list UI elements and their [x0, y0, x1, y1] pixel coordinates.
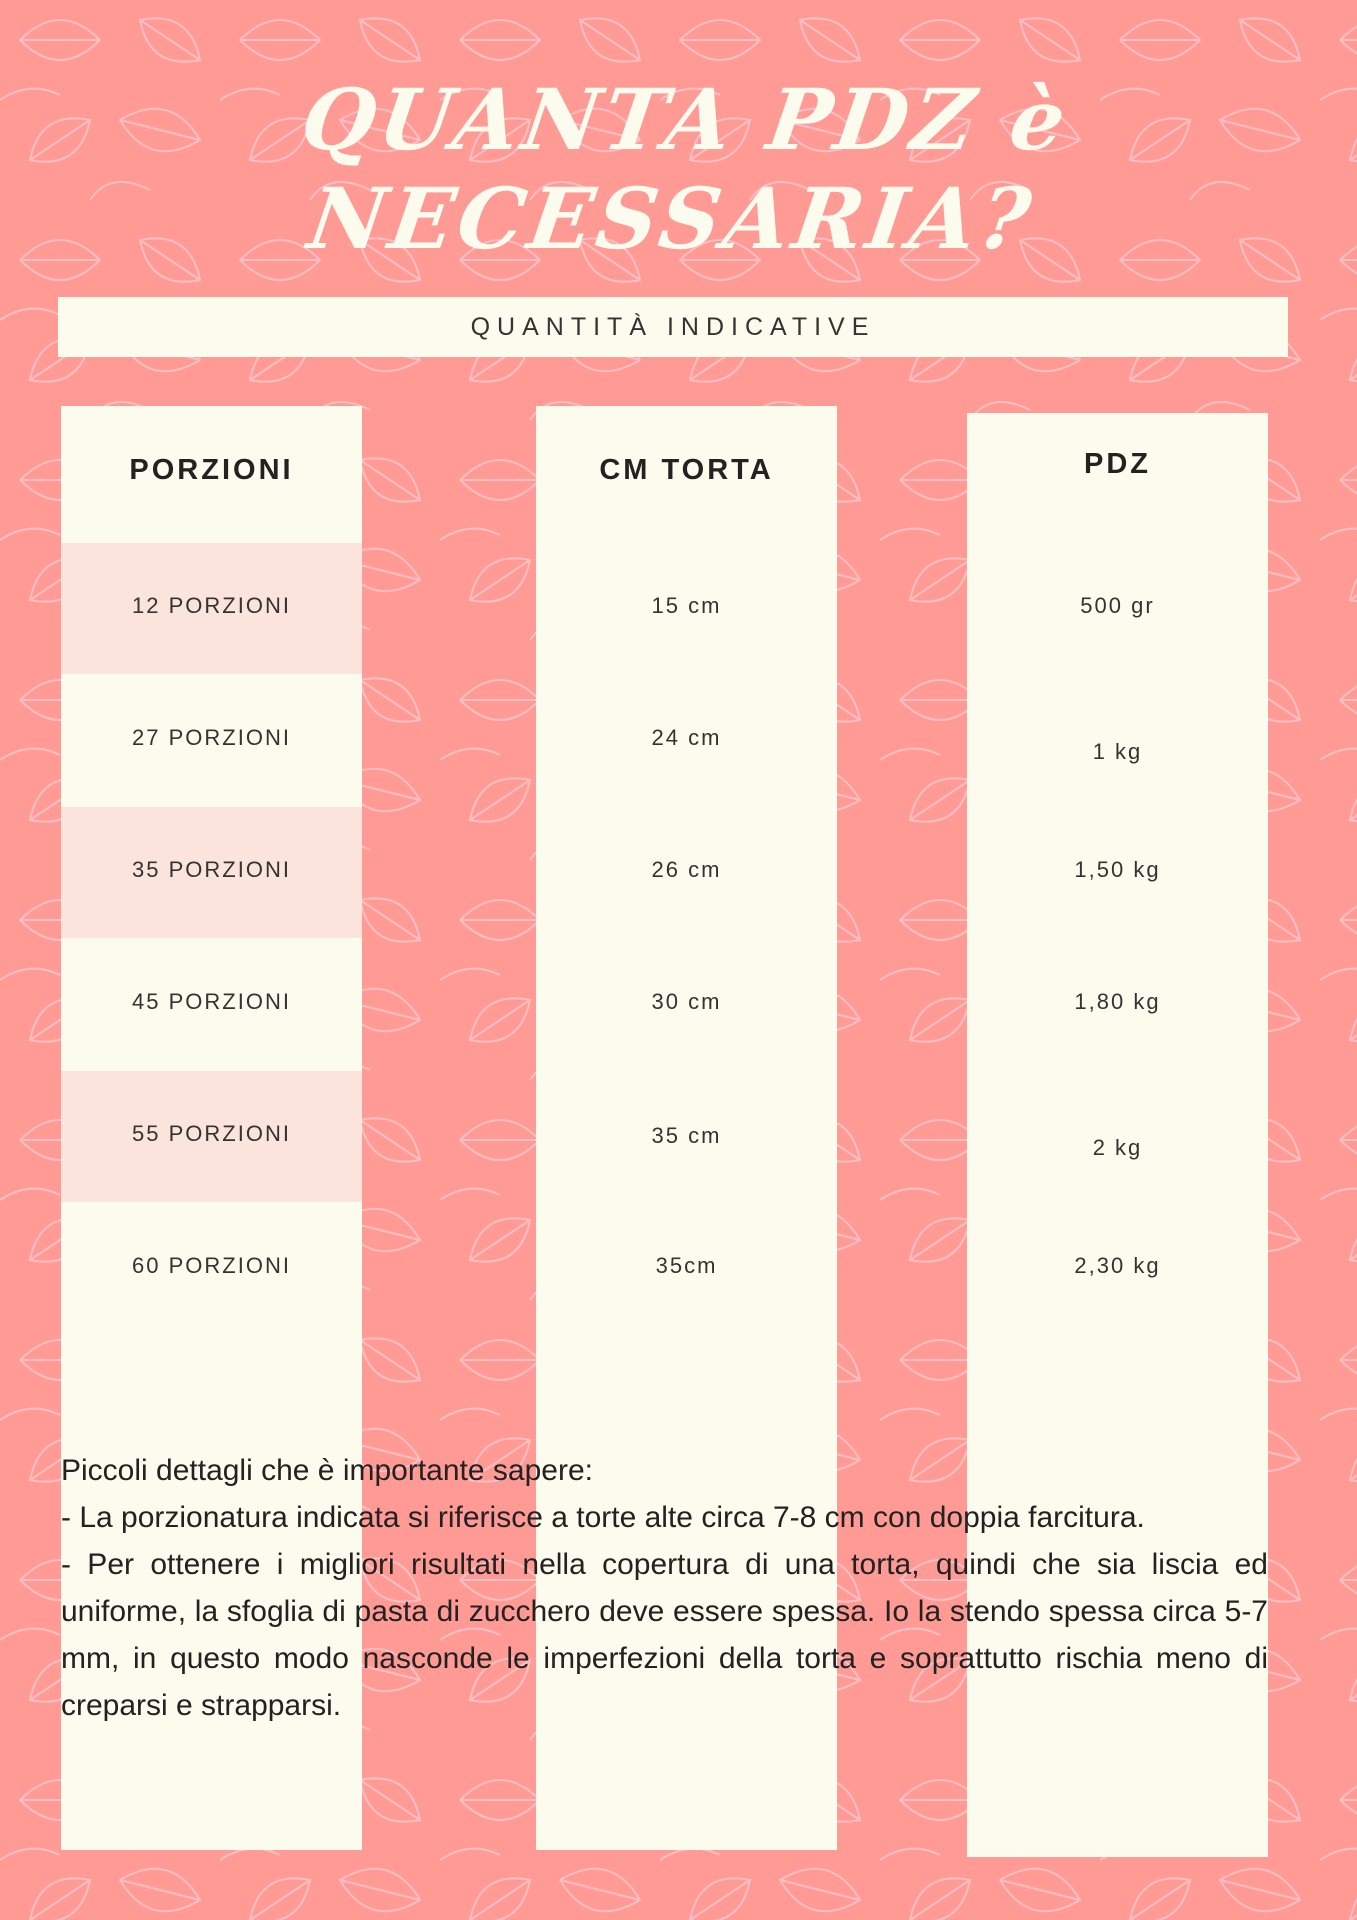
cell-cm-torta: 15 cm — [651, 593, 722, 618]
notes-point: - Per ottenere i migliori risultati nella copertura di una torta, quindi che sia liscia ed uniforme, la sfoglia di pasta di zucchero deve essere spessa. Io la stendo spessa circa 5-7 mm, in questo modo nasconde le imperfezioni della torta e soprattutto rischia meno di creparsi e strapparsi. — [61, 1548, 1268, 1722]
column-header-porzioni: PORZIONI — [129, 454, 294, 486]
cell-cm-torta: 24 cm — [651, 725, 722, 750]
cell-pdz: 1 kg — [1092, 739, 1143, 764]
cell-cm-torta: 26 cm — [651, 857, 722, 882]
cell-pdz: 2 kg — [1092, 1135, 1143, 1160]
cell-porzioni: 60 PORZIONI — [132, 1253, 291, 1278]
cell-cm-torta: 35cm — [655, 1253, 718, 1278]
cell-pdz: 1,50 kg — [1074, 857, 1161, 882]
cell-porzioni: 55 PORZIONI — [132, 1121, 291, 1146]
notes-point: - La porzionatura indicata si riferisce a torte alte circa 7-8 cm con doppia farcitura. — [61, 1501, 1145, 1534]
page-title: QUANTA PDZ è NECESSARIA? — [295, 70, 1076, 268]
cell-porzioni: 45 PORZIONI — [132, 989, 291, 1014]
notes-heading: Piccoli dettagli che è importante sapere: — [61, 1454, 593, 1487]
column-header-pdz: PDZ — [1084, 448, 1151, 480]
cell-cm-torta: 30 cm — [651, 989, 722, 1014]
cell-pdz: 2,30 kg — [1074, 1253, 1161, 1278]
cell-pdz: 1,80 kg — [1074, 989, 1161, 1014]
cell-porzioni: 35 PORZIONI — [132, 857, 291, 882]
column-header-cm-torta: CM TORTA — [599, 454, 774, 486]
cell-porzioni: 27 PORZIONI — [132, 725, 291, 750]
notes-section — [61, 1447, 1268, 1729]
cell-cm-torta: 35 cm — [651, 1123, 722, 1148]
banner-quantita-indicative: QUANTITÀ INDICATIVE — [58, 297, 1288, 357]
cell-pdz: 500 gr — [1080, 593, 1155, 618]
cell-porzioni: 12 PORZIONI — [132, 593, 291, 618]
